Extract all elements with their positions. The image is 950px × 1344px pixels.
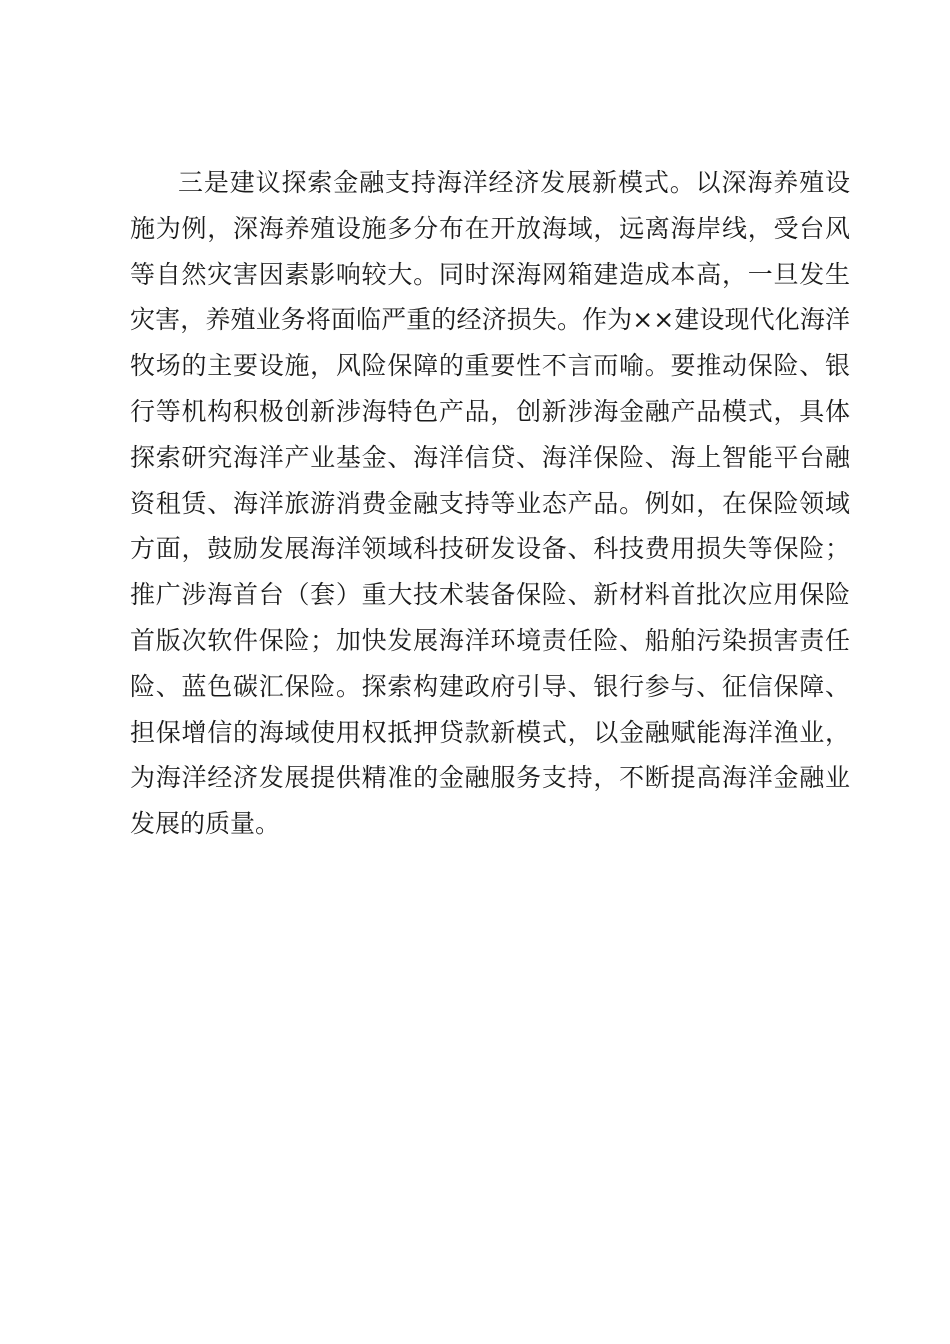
paragraph-line: 探索研究海洋产业基金、海洋信贷、海洋保险、海上智能平台融 [130, 442, 850, 472]
paragraph-line: 三是建议探索金融支持海洋经济发展新模式。以深海养殖设 [178, 168, 850, 197]
body-paragraph [130, 160, 850, 847]
paragraph-line: 险、蓝色碳汇保险。探索构建政府引导、银行参与、征信保障、 [130, 671, 850, 701]
paragraph-line: 推广涉海首台（套）重大技术装备保险、新材料首批次应用保险 [130, 580, 850, 610]
paragraph-line: 担保增信的海域使用权抵押贷款新模式，以金融赋能海洋渔业， [130, 717, 850, 747]
paragraph-line: 牧场的主要设施，风险保障的重要性不言而喻。要推动保险、银 [130, 351, 850, 381]
paragraph-line: 为海洋经济发展提供精准的金融服务支持，不断提高海洋金融业 [130, 763, 850, 793]
paragraph-line: 等自然灾害因素影响较大。同时深海网箱建造成本高，一旦发生 [130, 259, 850, 289]
paragraph-line: 发展的质量。 [130, 809, 281, 839]
paragraph-line: 资租赁、海洋旅游消费金融支持等业态产品。例如，在保险领域 [130, 488, 850, 518]
paragraph-line: 首版次软件保险；加快发展海洋环境责任险、船舶污染损害责任 [130, 625, 850, 655]
paragraph-line: 行等机构积极创新涉海特色产品，创新涉海金融产品模式，具体 [130, 396, 850, 426]
paragraph-line: 灾害，养殖业务将面临严重的经济损失。作为××建设现代化海洋 [130, 305, 850, 335]
paragraph-line: 方面，鼓励发展海洋领域科技研发设备、科技费用损失等保险； [130, 534, 850, 564]
paragraph-line: 施为例，深海养殖设施多分布在开放海域，远离海岸线，受台风 [130, 213, 850, 243]
